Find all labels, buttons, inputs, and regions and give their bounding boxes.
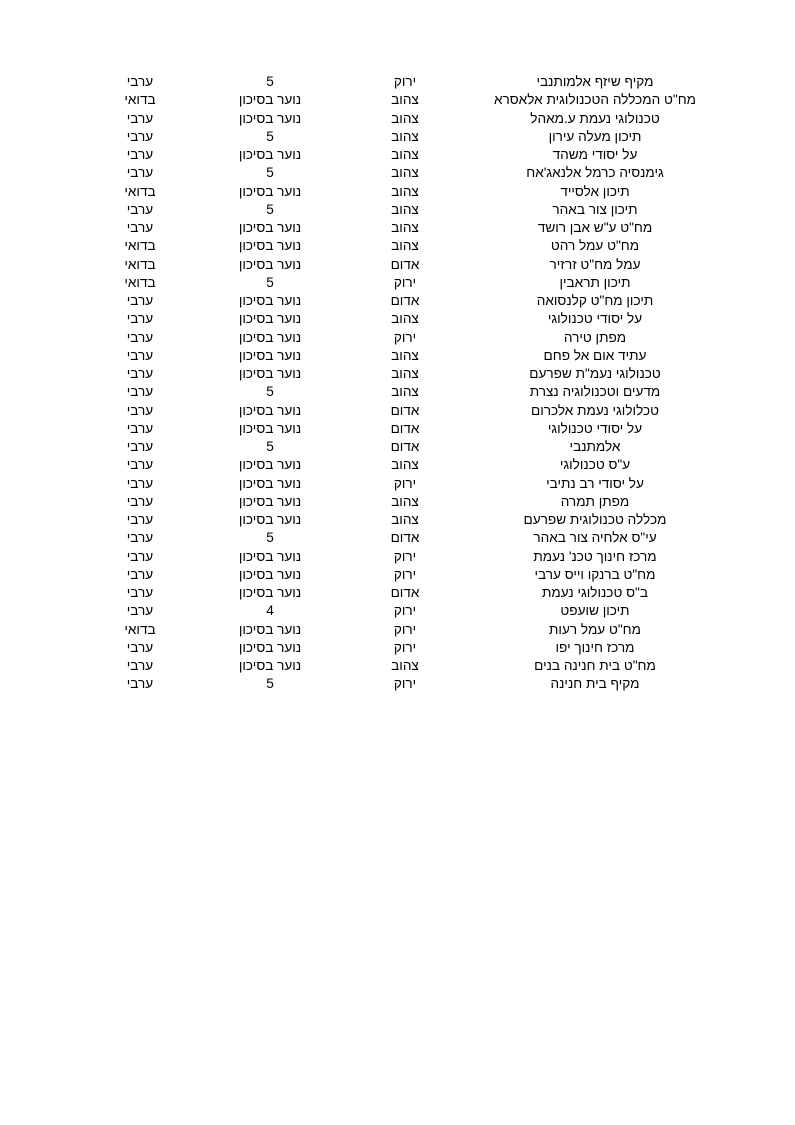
status-cell: 4	[266, 603, 274, 619]
color-cell: ירוק	[393, 676, 417, 692]
sector-cell: בדואי	[124, 274, 156, 290]
status-cell: נוער בסיכון	[238, 293, 302, 308]
sector-cell: בדואי	[124, 183, 156, 199]
table-row	[0, 566, 795, 584]
status-cell: נוער בסיכון	[238, 658, 302, 673]
table-row	[0, 91, 795, 109]
sector-cell: בדואי	[124, 621, 156, 637]
status-cell: 5	[266, 165, 274, 181]
table-row	[0, 274, 795, 292]
table-row	[0, 146, 795, 164]
status-cell: 5	[266, 274, 274, 290]
school-name-cell: ב"ס טכנולוגי נעמת	[542, 585, 648, 600]
school-name-cell: מח"ט ע"ש אבן רושד	[537, 220, 653, 235]
school-name-cell: על יסודי טכנולוגי	[547, 311, 643, 327]
table-row	[0, 329, 795, 347]
sector-cell: ערבי	[126, 676, 154, 692]
color-cell: ירוק	[393, 603, 417, 619]
status-cell: נוער בסיכון	[238, 329, 302, 345]
schools-table	[0, 73, 795, 694]
school-name-cell: מח"ט המכללה הטכנולוגית אלאסרא	[493, 92, 697, 108]
color-cell: צהוב	[391, 238, 419, 254]
status-cell: נוער בסיכון	[238, 639, 302, 655]
table-row	[0, 639, 795, 657]
color-cell: אדום	[390, 420, 420, 436]
school-name-cell: גימנסיה כרמל אלנאג'אח	[526, 165, 664, 181]
table-row	[0, 219, 795, 237]
sector-cell: ערבי	[126, 110, 154, 126]
sector-cell: ערבי	[126, 402, 154, 418]
sector-cell: ערבי	[126, 384, 154, 400]
table-row	[0, 584, 795, 602]
school-name-cell: מח"ט עמל רהט	[550, 238, 640, 254]
school-name-cell: תיכון מח"ט קלנסואה	[536, 293, 654, 308]
sector-cell: ערבי	[126, 493, 154, 509]
table-row	[0, 73, 795, 91]
table-row	[0, 456, 795, 474]
school-name-cell: מקיף שיזף אלמותנבי	[536, 74, 654, 89]
status-cell: נוער בסיכון	[238, 311, 302, 327]
color-cell: צהוב	[391, 457, 419, 473]
color-cell: אדום	[390, 530, 420, 546]
table-row	[0, 621, 795, 639]
sector-cell: ערבי	[126, 566, 154, 582]
table-row	[0, 529, 795, 547]
school-name-cell: טכלולוגי נעמת אלכרום	[530, 402, 660, 418]
status-cell: נוער בסיכון	[238, 147, 302, 162]
table-row	[0, 365, 795, 383]
table-row	[0, 256, 795, 274]
sector-cell: ערבי	[126, 220, 154, 235]
color-cell: ירוק	[393, 639, 417, 655]
sector-cell: בדואי	[124, 256, 156, 272]
school-name-cell: מח"ט בית חנינה בנים	[534, 658, 656, 673]
table-row	[0, 347, 795, 365]
status-cell: 5	[266, 676, 274, 692]
color-cell: צהוב	[391, 384, 419, 400]
color-cell: אדום	[390, 439, 420, 454]
table-row	[0, 183, 795, 201]
sector-cell: ערבי	[126, 128, 154, 144]
table-row	[0, 493, 795, 511]
school-name-cell: אלמתנבי	[569, 439, 621, 454]
table-row	[0, 201, 795, 219]
sector-cell: ערבי	[126, 347, 154, 363]
school-name-cell: מפתן תמרה	[560, 493, 630, 509]
sector-cell: ערבי	[126, 420, 154, 436]
color-cell: אדום	[390, 293, 420, 308]
color-cell: אדום	[390, 402, 420, 418]
color-cell: ירוק	[393, 548, 417, 564]
sector-cell: בדואי	[124, 92, 156, 108]
sector-cell: ערבי	[126, 439, 154, 454]
school-name-cell: טכנולוגי נעמת ע.מאהל	[530, 110, 660, 126]
sector-cell: ערבי	[126, 329, 154, 345]
school-name-cell: טכנולוגי נעמ"ת שפרעם	[529, 366, 661, 381]
school-name-cell: מרכז חינוך יפו	[555, 639, 635, 655]
sector-cell: ערבי	[126, 512, 154, 527]
school-name-cell: על יסודי רב נתיבי	[546, 475, 644, 491]
status-cell: 5	[266, 74, 274, 89]
sector-cell: ערבי	[126, 74, 154, 89]
school-name-cell: תיכון אלסייד	[560, 183, 630, 199]
school-name-cell: עי"ס אלחיה צור באהר	[533, 530, 657, 546]
status-cell: נוער בסיכון	[238, 110, 302, 126]
school-name-cell: מרכז חינוך טכנ' נעמת	[533, 548, 657, 564]
school-name-cell: ע"ס טכנולוגי	[559, 457, 631, 473]
school-name-cell: מח"ט ברנקו וייס ערבי	[534, 566, 656, 582]
school-name-cell: תיכון שועפט	[560, 603, 630, 619]
table-row	[0, 438, 795, 456]
status-cell: נוער בסיכון	[238, 183, 302, 199]
status-cell: נוער בסיכון	[238, 420, 302, 436]
school-name-cell: מדעים וטכנולוגיה נצרת	[529, 384, 661, 400]
sector-cell: בדואי	[124, 238, 156, 254]
color-cell: צהוב	[391, 366, 419, 381]
school-name-cell: תיכון תראבין	[559, 274, 631, 290]
sector-cell: ערבי	[126, 293, 154, 308]
color-cell: צהוב	[391, 311, 419, 327]
sector-cell: ערבי	[126, 201, 154, 217]
table-row	[0, 128, 795, 146]
status-cell: נוער בסיכון	[238, 220, 302, 235]
table-row	[0, 110, 795, 128]
status-cell: נוער בסיכון	[238, 402, 302, 418]
status-cell: נוער בסיכון	[238, 548, 302, 564]
table-row	[0, 383, 795, 401]
table-row	[0, 310, 795, 328]
color-cell: צהוב	[391, 493, 419, 509]
table-row	[0, 475, 795, 493]
color-cell: צהוב	[391, 220, 419, 235]
color-cell: צהוב	[391, 165, 419, 181]
color-cell: צהוב	[391, 128, 419, 144]
sector-cell: ערבי	[126, 639, 154, 655]
color-cell: צהוב	[391, 201, 419, 217]
status-cell: נוער בסיכון	[238, 366, 302, 381]
sector-cell: ערבי	[126, 457, 154, 473]
color-cell: ירוק	[393, 475, 417, 491]
school-name-cell: תיכון צור באהר	[552, 201, 638, 217]
school-name-cell: מפתן טירה	[563, 329, 627, 345]
color-cell: צהוב	[391, 512, 419, 527]
table-row	[0, 402, 795, 420]
table-row	[0, 602, 795, 620]
school-name-cell: על יסודי טכנולוגי	[547, 420, 643, 436]
status-cell: 5	[266, 384, 274, 400]
sector-cell: ערבי	[126, 311, 154, 327]
status-cell: 5	[266, 530, 274, 546]
status-cell: 5	[266, 201, 274, 217]
table-row	[0, 420, 795, 438]
sector-cell: ערבי	[126, 585, 154, 600]
school-name-cell: עתיד אום אל פחם	[543, 347, 647, 363]
color-cell: צהוב	[391, 347, 419, 363]
table-row	[0, 675, 795, 693]
status-cell: נוער בסיכון	[238, 238, 302, 254]
status-cell: נוער בסיכון	[238, 256, 302, 272]
color-cell: אדום	[390, 585, 420, 600]
status-cell: נוער בסיכון	[238, 475, 302, 491]
status-cell: נוער בסיכון	[238, 457, 302, 473]
school-name-cell: עמל מח"ט זרזיר	[549, 256, 641, 272]
color-cell: ירוק	[393, 566, 417, 582]
status-cell: נוער בסיכון	[238, 585, 302, 600]
sector-cell: ערבי	[126, 165, 154, 181]
sector-cell: ערבי	[126, 603, 154, 619]
school-name-cell: מכללה טכנולוגית שפרעם	[523, 512, 667, 527]
sector-cell: ערבי	[126, 530, 154, 546]
sector-cell: ערבי	[126, 147, 154, 162]
color-cell: צהוב	[391, 147, 419, 162]
color-cell: ירוק	[393, 329, 417, 345]
status-cell: נוער בסיכון	[238, 621, 302, 637]
school-name-cell: על יסודי משהד	[552, 147, 638, 162]
school-name-cell: תיכון מעלה עירון	[548, 128, 642, 144]
color-cell: צהוב	[391, 183, 419, 199]
status-cell: 5	[266, 439, 274, 454]
sector-cell: ערבי	[126, 475, 154, 491]
color-cell: צהוב	[391, 658, 419, 673]
sector-cell: ערבי	[126, 548, 154, 564]
color-cell: צהוב	[391, 92, 419, 108]
color-cell: ירוק	[393, 274, 417, 290]
table-row	[0, 237, 795, 255]
color-cell: אדום	[390, 256, 420, 272]
table-row	[0, 548, 795, 566]
table-row	[0, 292, 795, 310]
color-cell: ירוק	[393, 621, 417, 637]
table-row	[0, 511, 795, 529]
table-row	[0, 164, 795, 182]
school-name-cell: מח"ט עמל רעות	[549, 621, 641, 637]
table-row	[0, 657, 795, 675]
status-cell: נוער בסיכון	[238, 347, 302, 363]
color-cell: ירוק	[393, 74, 417, 89]
sector-cell: ערבי	[126, 658, 154, 673]
status-cell: נוער בסיכון	[238, 512, 302, 527]
status-cell: נוער בסיכון	[238, 566, 302, 582]
status-cell: 5	[266, 128, 274, 144]
sector-cell: ערבי	[126, 366, 154, 381]
school-name-cell: מקיף בית חנינה	[550, 676, 640, 692]
color-cell: צהוב	[391, 110, 419, 126]
status-cell: נוער בסיכון	[238, 92, 302, 108]
status-cell: נוער בסיכון	[238, 493, 302, 509]
